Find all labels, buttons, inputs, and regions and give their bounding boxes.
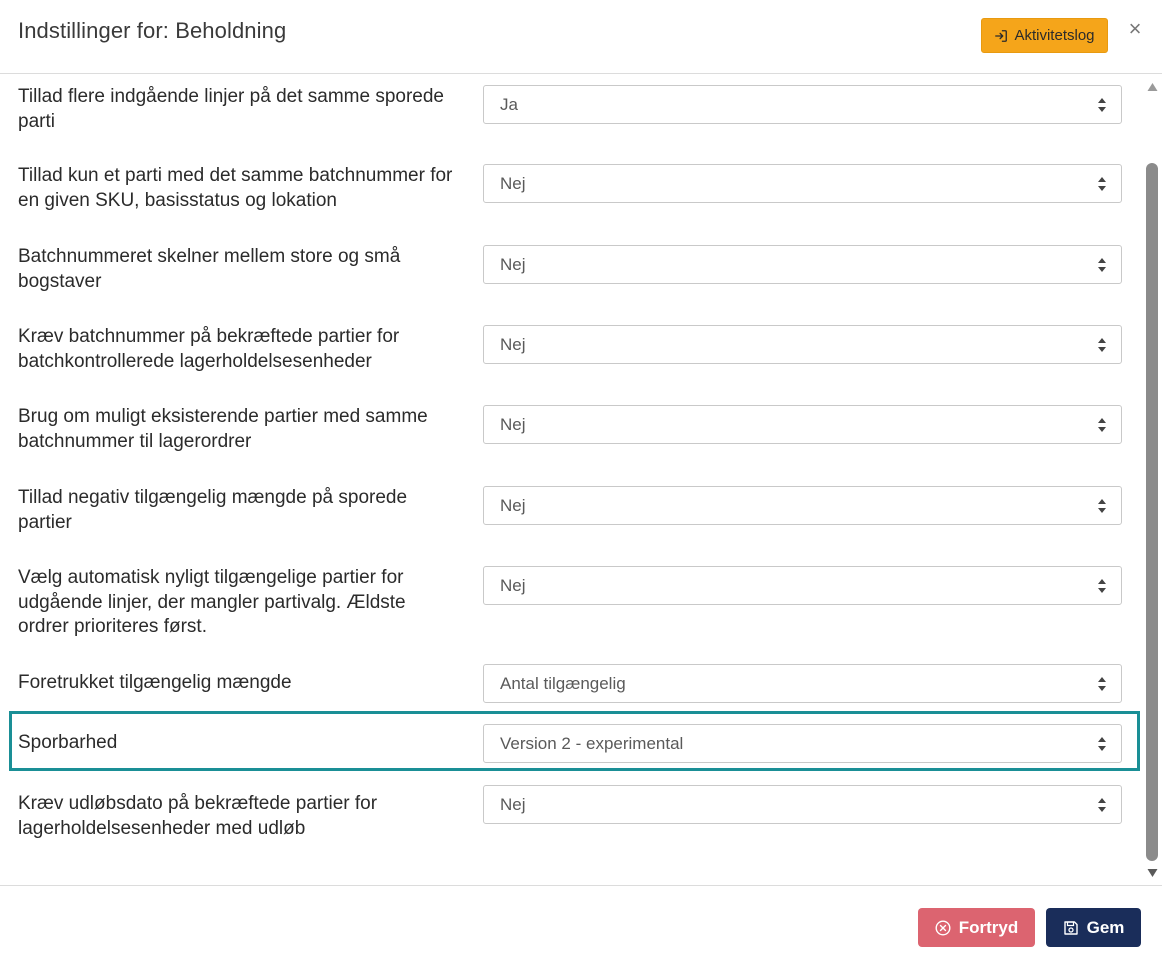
- activity-log-button[interactable]: [981, 18, 1108, 53]
- setting-label: Tillad flere indgående linjer på det samme sporede parti: [18, 86, 444, 132]
- activity-log-label: Aktivitetslog: [1014, 27, 1095, 44]
- setting-label: Batchnummeret skelner mellem store og små bogstaver: [18, 246, 401, 292]
- setting-select[interactable]: [483, 164, 1122, 203]
- setting-select[interactable]: [483, 664, 1122, 703]
- sort-arrows-icon: [1097, 257, 1107, 273]
- select-value: Nej: [500, 575, 526, 595]
- modal-title: Indstillinger for: Beholdning: [18, 18, 287, 43]
- cancel-button[interactable]: [918, 908, 1035, 947]
- sort-arrows-icon: [1097, 578, 1107, 594]
- setting-label: Foretrukket tilgængelig mængde: [18, 672, 292, 693]
- floppy-disk-icon: [1063, 920, 1079, 936]
- select-value: Nej: [500, 334, 526, 354]
- sort-arrows-icon: [1097, 797, 1107, 813]
- modal-header: [0, 0, 1162, 74]
- select-value: Nej: [500, 254, 526, 274]
- sort-arrows-icon: [1097, 498, 1107, 514]
- scrollbar-thumb[interactable]: [1146, 163, 1158, 861]
- scroll-up-icon[interactable]: [1147, 82, 1158, 92]
- select-value: Nej: [500, 495, 526, 515]
- sort-arrows-icon: [1097, 337, 1107, 353]
- select-value: Nej: [500, 794, 526, 814]
- save-button[interactable]: [1046, 908, 1141, 947]
- setting-select[interactable]: [483, 785, 1122, 824]
- setting-select[interactable]: [483, 566, 1122, 605]
- sort-arrows-icon: [1097, 417, 1107, 433]
- setting-label: Tillad negativ tilgængelig mængde på sporede partier: [18, 487, 408, 533]
- select-value: Ja: [500, 94, 518, 114]
- setting-select[interactable]: [483, 85, 1122, 124]
- setting-label: Sporbarhed: [18, 732, 118, 753]
- circle-x-icon: [935, 920, 951, 936]
- sign-in-icon: [994, 29, 1008, 43]
- setting-select[interactable]: [483, 405, 1122, 444]
- select-value: Antal tilgængelig: [500, 673, 626, 693]
- select-value: Version 2 - experimental: [500, 733, 684, 753]
- settings-body: [0, 74, 1162, 885]
- setting-label: Kræv batchnummer på bekræftede partier for batchkontrollerede lagerholdelsesenheder: [18, 326, 400, 372]
- setting-select[interactable]: [483, 486, 1122, 525]
- setting-label: Vælg automatisk nyligt tilgængelige partier for udgående linjer, der mangler partivalg. Ældste ordrer prioriteres først.: [18, 567, 406, 637]
- setting-select[interactable]: [483, 245, 1122, 284]
- select-value: Nej: [500, 414, 526, 434]
- save-label: Gem: [1086, 917, 1125, 937]
- cancel-label: Fortryd: [958, 917, 1019, 937]
- vertical-scrollbar[interactable]: [1143, 74, 1162, 885]
- select-value: Nej: [500, 173, 526, 193]
- sort-arrows-icon: [1097, 97, 1107, 113]
- traceability-select[interactable]: [483, 724, 1122, 763]
- setting-select[interactable]: [483, 325, 1122, 364]
- setting-label: Kræv udløbsdato på bekræftede partier for lagerholdelsesenheder med udløb: [18, 793, 378, 839]
- scroll-down-icon[interactable]: [1147, 868, 1158, 878]
- sort-arrows-icon: [1097, 676, 1107, 692]
- close-icon[interactable]: ×: [1128, 16, 1142, 41]
- sort-arrows-icon: [1097, 736, 1107, 752]
- sort-arrows-icon: [1097, 176, 1107, 192]
- modal-footer: [0, 885, 1162, 963]
- setting-label: Tillad kun et parti med det samme batchnummer for en given SKU, basisstatus og lokation: [18, 165, 453, 211]
- setting-label: Brug om muligt eksisterende partier med samme batchnummer til lagerordrer: [18, 406, 428, 452]
